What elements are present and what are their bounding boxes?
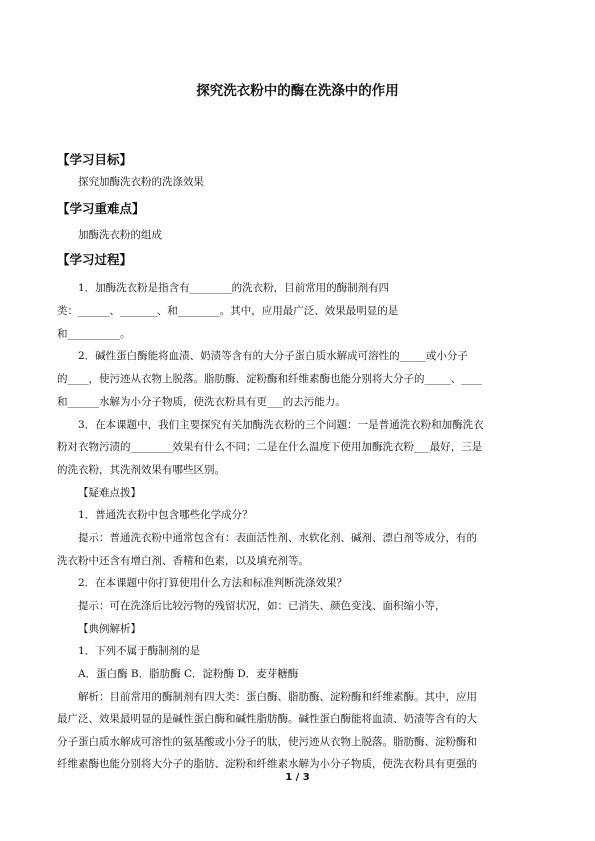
key-heading: 【学习重难点】 [57, 201, 145, 216]
body-line: 的____，使污迹从衣物上脱落。脂肪酶、淀粉酶和纤维素酶也能分别将大分子的_____、____ [57, 373, 483, 385]
body-line: 解析：目前常用的酶制剂有四大类：蛋白酶、脂肪酶、淀粉酶和纤维素酶。其中，应用 [78, 691, 477, 703]
body-line: 2．在本课题中你打算使用什么方法和标准判断洗涤效果？ [78, 577, 348, 589]
subsection-heading: 【疑难点拨】 [78, 487, 141, 499]
key-text: 加酶洗衣粉的组成 [78, 229, 162, 241]
goal-text: 探究加酶洗衣粉的洗涤效果 [78, 176, 204, 188]
answer-options: A．蛋白酶 B．脂肪酶 C．淀粉酶 D．麦芽糖酶 [78, 668, 299, 680]
body-line: 分子蛋白质水解成可溶性的氨基酸或小分子的肽，使污迹从衣物上脱落。脂肪酶、淀粉酶和 [57, 736, 477, 748]
body-line: 和__________。 [57, 328, 131, 340]
body-line: 提示：可在洗涤后比较污物的残留状况，如：已消失、颜色变浅、面积缩小等， [78, 600, 446, 612]
body-line: 和______水解为小分子物质，使洗衣粉具有更___的去污能力。 [57, 396, 346, 408]
subsection-heading: 【典例解析】 [78, 623, 141, 635]
body-line: 的洗衣粉，其洗剂效果有哪些区别。 [57, 464, 225, 476]
goal-heading: 【学习目标】 [57, 152, 133, 167]
process-heading: 【学习过程】 [57, 252, 133, 267]
body-line: 洗衣粉中还含有增白剂、香精和色素，以及填充剂等。 [57, 555, 309, 567]
body-line: 3．在本课题中，我们主要探究有关加酶洗衣粉的三个问题：一是普通洗衣粉和加酶洗衣 [78, 419, 484, 431]
body-line: 最广泛、效果最明显的是碱性蛋白酶和碱性脂肪酶。碱性蛋白酶能将血渍、奶渍等含有的大 [57, 713, 477, 725]
body-line: 1．加酶洗衣粉是指含有________的洗衣粉，目前常用的酶制剂有四 [78, 282, 390, 294]
body-line: 2．碱性蛋白酶能将血渍、奶渍等含有的大分子蛋白质水解成可溶性的_____或小分子 [78, 350, 468, 362]
page-title: 探究洗衣粉中的酶在洗涤中的作用 [196, 83, 399, 99]
body-line: 1．下列不属于酶制剂的是 [78, 645, 201, 657]
body-line: 类：______、_______、和________。其中，应用最广泛、效果最明显的是 [57, 305, 399, 317]
body-line: 提示：普通洗衣粉中通常包含有：表面活性剂、水软化剂、碱剂、漂白剂等成分，有的 [78, 532, 477, 544]
body-line: 1．普通洗衣粉中包含哪些化学成分？ [78, 509, 253, 521]
body-line: 粉对衣物污渍的________效果有什么不同；二是在什么温度下使用加酶洗衣粉___最好，三是 [57, 441, 483, 453]
page-number: 1 / 3 [285, 772, 310, 783]
body-line: 纤维素酶也能分别将大分子的脂肪、淀粉和纤维素水解为小分子物质，使洗衣粉具有更强的 [57, 758, 477, 770]
